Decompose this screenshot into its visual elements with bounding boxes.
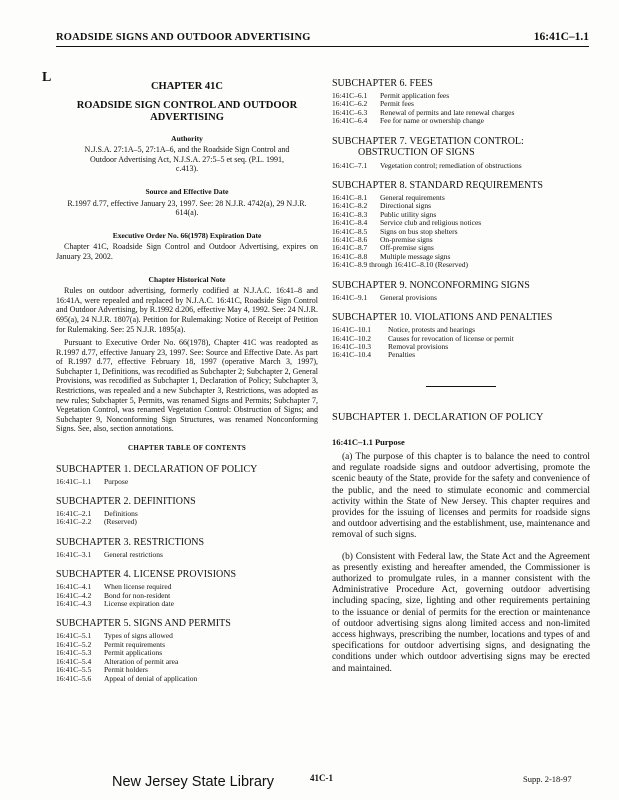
historical-note-heading: Chapter Historical Note — [148, 274, 226, 284]
toc-row: 16:41C–5.4 Alteration of permit area — [56, 656, 179, 666]
authority-heading: Authority — [171, 133, 203, 143]
executive-order-text: Chapter 41C, Roadside Sign Control and Outdoor Advertising, expires on January 23, 2002. — [56, 242, 318, 261]
header-title: ROADSIDE SIGNS AND OUTDOOR ADVERTISING — [56, 32, 311, 43]
toc-subchapter-2: SUBCHAPTER 2. DEFINITIONS — [56, 496, 196, 508]
toc-row: 16:41C–1.1 Purpose — [56, 476, 129, 486]
toc-row: 16:41C–10.1 Notice, protests and hearings — [332, 325, 476, 335]
toc-row: 16:41C–8.7 Off-premise signs — [332, 243, 434, 253]
subchapter-heading: SUBCHAPTER 1. DECLARATION OF POLICY — [332, 411, 544, 423]
supplement-date: Supp. 2-18-97 — [523, 774, 572, 784]
toc-subchapter-5: SUBCHAPTER 5. SIGNS AND PERMITS — [56, 618, 231, 630]
toc-row: 16:41C–2.1 Definitions — [56, 509, 138, 519]
section-divider — [426, 386, 496, 387]
toc-row: 16:41C–5.5 Permit holders — [56, 665, 148, 675]
left-column — [56, 70, 318, 683]
toc-row: 16:41C–8.8 Multiple message signs — [332, 251, 451, 261]
toc-row: 16:41C–10.2 Causes for revocation of license or permit — [332, 333, 514, 343]
toc-row: 16:41C–8.6 On-premise signs — [332, 235, 433, 245]
toc-row: 16:41C–5.1 Types of signs allowed — [56, 631, 173, 641]
running-header — [56, 30, 589, 47]
historical-note-p1: Rules on outdoor advertising, formerly codified at N.J.A.C. 16:41–8 and 16:41A, were repealed and replaced by N.J.A.C. 16:41C, Roadside Sign Control and Outdoor Advertising, by R.1992 d.206, effective May 4, 1992. See: 24 N.J.R. 695(a), 24 N.J.R. 1807(a). Petition for Rulemaking: Notice of Receipt of Petition for Rulemaking. See: 25 N.J.R. 1895(a). — [56, 286, 318, 334]
toc-row: 16:41C–7.1 Vegetation control; remediation of obstructions — [332, 160, 522, 170]
toc-subchapter-8: SUBCHAPTER 8. STANDARD REQUIREMENTS — [332, 180, 543, 192]
toc-row: 16:41C–8.2 Directional signs — [332, 201, 432, 211]
authority-text: N.J.S.A. 27:1A–5, 27:1A–6, and the Roadside Sign Control and Outdoor Advertising Act, N.J.S.A. 27:5–5 et seq. (P.L. 1991, c.413). — [84, 145, 290, 174]
right-column — [332, 70, 590, 685]
toc-row: 16:41C–3.1 General restrictions — [56, 549, 163, 559]
margin-mark: L — [42, 70, 52, 85]
toc-row: 16:41C–2.2 (Reserved) — [56, 517, 137, 527]
paragraph-b: (b) Consistent with Federal law, the State Act and the Agreement as presently existing and hereafter amended, the Commissioner is authorized to promulgate rules, in a manner consistent with the Administrative Procedure Act, governing outdoor advertising including spacing, size, lighting and other requirements pertaining to the issuance or denial of permits for the erection or maintenance of outdoor advertising signs along limited access and non-limited access highways, prescribing the number, locations and types of and specifications for outdoor advertising signs, and designating the conditions under which outdoor advertising signs may be erected and maintained. — [332, 551, 590, 674]
toc-subchapter-7-cont: OBSTRUCTION OF SIGNS — [358, 146, 475, 158]
toc-row: 16:41C–4.2 Bond for non-resident — [56, 590, 171, 600]
toc-row: 16:41C–6.3 Renewal of permits and late renewal charges — [332, 107, 515, 117]
toc-subchapter-6: SUBCHAPTER 6. FEES — [332, 78, 433, 89]
toc-subchapter-7: SUBCHAPTER 7. VEGETATION CONTROL: — [332, 135, 524, 147]
toc-subchapter-10: SUBCHAPTER 10. VIOLATIONS AND PENALTIES — [332, 312, 553, 324]
toc-subchapter-3: SUBCHAPTER 3. RESTRICTIONS — [56, 536, 205, 548]
executive-order-heading: Executive Order No. 66(1978) Expiration Date — [112, 230, 262, 240]
toc-row: 16:41C–8.9 through 16:41C–8.10 (Reserved) — [332, 260, 469, 270]
toc-subchapter-1: SUBCHAPTER 1. DECLARATION OF POLICY — [56, 463, 258, 475]
toc-row: 16:41C–5.2 Permit requirements — [56, 639, 166, 649]
toc-row: 16:41C–10.3 Removal provisions — [332, 341, 449, 351]
toc-row: 16:41C–8.3 Public utility signs — [332, 209, 437, 219]
chapter-title: ROADSIDE SIGN CONTROL AND OUTDOOR ADVERTISING — [76, 99, 298, 123]
toc-row: 16:41C–8.4 Service club and religious notices — [332, 218, 482, 228]
toc-row: 16:41C–8.5 Signs on bus stop shelters — [332, 226, 458, 236]
paragraph-a: (a) The purpose of this chapter is to balance the need to control and regulate roadside signs and outdoor advertising, promote the scenic beauty of the State, provide for the safety and convenience of the public, and the need to stimulate economic and commercial activity within the State of New Jersey. This chapter requires and provides for the issuing of licenses and permits for roadside signs and outdoor advertising and the establishment, use, maintenance and removal of such signs. — [332, 451, 590, 541]
toc-row: 16:41C–4.3 License expiration date — [56, 599, 174, 609]
toc-subchapter-9: SUBCHAPTER 9. NONCONFORMING SIGNS — [332, 279, 530, 291]
toc-row: 16:41C–5.6 Appeal of denial of application — [56, 673, 198, 683]
toc-row: 16:41C–6.1 Permit application fees — [332, 91, 450, 100]
toc-subchapter-4: SUBCHAPTER 4. LICENSE PROVISIONS — [56, 569, 237, 581]
toc-row: 16:41C–6.2 Permit fees — [332, 99, 414, 109]
header-section: 16:41C–1.1 — [533, 31, 589, 43]
page-number: 41C-1 — [310, 773, 333, 783]
toc-row: 16:41C–9.1 General provisions — [332, 292, 437, 302]
historical-note-p2: Pursuant to Executive Order No. 66(1978), Chapter 41C was readopted as R.1997 d.77, effective January 23, 1997. See: Source and Effective Date. As part of R.1997 d.77, effective February 18, 1997 (operative March 3, 1997), Subchapter 1, Definitions, was recodified as Subchapter 2; Subchapter 2, General Provisions, was recodified as Subchapter 1, Declaration of Policy; Subchapter 3, Restrictions, was repealed and a new Subchapter 3, Restrictions, was adopted as new rules; Subchapter 5, Permits, was renamed Signs and Permits; Subchapter 7, Vegetation Control, was renamed Vegetation Control: Obstruction of Signs; and Subchapter 9, Nonconforming Sign Structures, was renamed Nonconforming Signs. See, also, section annotations. — [56, 338, 318, 434]
toc-heading: CHAPTER TABLE OF CONTENTS — [127, 444, 247, 453]
toc-row: 16:41C–10.4 Penalties — [332, 350, 416, 360]
library-stamp: New Jersey State Library — [112, 774, 274, 790]
chapter-number: CHAPTER 41C — [150, 81, 224, 92]
source-heading: Source and Effective Date — [145, 186, 229, 196]
toc-row: 16:41C–8.1 General requirements — [332, 193, 445, 203]
section-heading: 16:41C–1.1 Purpose — [332, 437, 405, 448]
source-text: R.1997 d.77, effective January 23, 1997. See: 28 N.J.R. 4742(a), 29 N.J.R. 614(a). — [67, 198, 307, 218]
toc-row: 16:41C–5.3 Permit applications — [56, 648, 163, 658]
toc-row: 16:41C–6.4 Fee for name or ownership change — [332, 116, 484, 126]
toc-row: 16:41C–4.1 When license required — [56, 582, 172, 592]
